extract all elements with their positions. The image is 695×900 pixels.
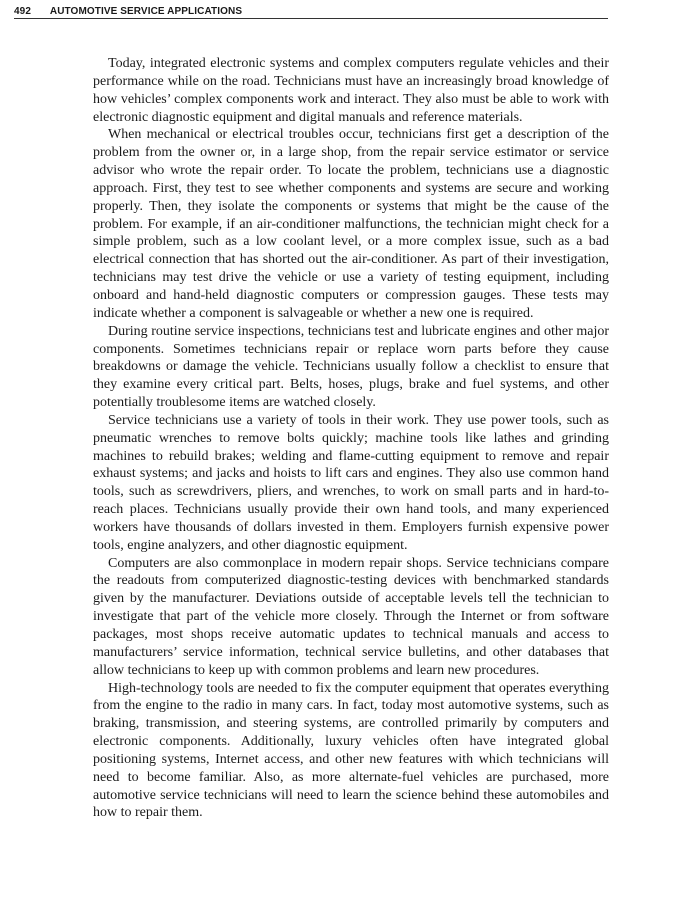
paragraph-routine-inspection: During routine service inspections, technicians test and lubricate engines and other major components. Sometimes technicians repair or replace worn parts before they cause breakdowns or damage the vehicle. Technicians usually follow a checklist to ensure that they examine every critical part. Belts, hoses, plugs, brake and fuel systems, and other potentially troublesome items are watched closely.	[93, 323, 609, 411]
paragraph-diagnosis: When mechanical or electrical troubles occur, technicians first get a description of the problem from the owner or, in a large shop, from the repair service estimator or service advisor who wrote the repair order. To locate the problem, technicians use a diagnostic approach. First, they test to see whether components and systems are secure and working properly. Then, they isolate the components or systems that might be the cause of the problem. For example, if an air-conditioner malfunctions, the technician might check for a simple problem, such as a low coolant level, or a more complex issue, such as a bad electrical connection that has shorted out the air-conditioner. As part of their investigation, technicians may test drive the vehicle or use a variety of testing equipment, including onboard and hand-held diagnostic computers or compression gauges. These tests may indicate whether a component is salvageable or whether a new one is required.	[93, 127, 609, 321]
paragraph-high-technology: High-technology tools are needed to fix the computer equipment that operates everything from the engine to the radio in many cars. In fact, today most automotive systems, such as braking, transmission, and steering systems, are controlled primarily by computers and electronic components. Additionally, luxury vehicles often have integrated global positioning systems, Internet access, and other new features with which technicians will need to become familiar. Also, as more alternate-fuel vehicles are purchased, more automotive service technicians will need to learn the science behind these automobiles and how to repair them.	[93, 680, 609, 821]
body-text	[93, 55, 609, 822]
page-number: 492	[14, 6, 31, 17]
paragraph-computers: Computers are also commonplace in modern repair shops. Service technicians compare the readouts from computerized diagnostic-testing devices with benchmarked standards given by the manufacturer. Deviations outside of acceptable levels tell the technician to investigate that part of the vehicle more closely. Through the Internet or from software packages, most shops receive automatic updates to technical manuals and access to manufacturers’ service information, technical service bulletins, and other databases that allow technicians to keep up with common problems and learn new procedures.	[93, 555, 609, 678]
paragraph-tools: Service technicians use a variety of tools in their work. They use power tools, such as pneumatic wrenches to remove bolts quickly; machine tools like lathes and grinding machines to rebuild brakes; welding and flame-cutting equipment to remove and repair exhaust systems; and jacks and hoists to lift cars and engines. They also use common hand tools, such as screwdrivers, pliers, and wrenches, to work on small parts and in hard-to-reach places. Technicians usually provide their own hand tools, and many experienced workers have thousands of dollars invested in them. Employers furnish expensive power tools, engine analyzers, and other diagnostic equipment.	[93, 412, 609, 553]
paragraph-intro: Today, integrated electronic systems and complex computers regulate vehicles and their performance while on the road. Technicians must have an increasingly broad knowledge of how vehicles’ complex components work and interact. They also must be able to work with electronic diagnostic equipment and digital manuals and reference materials.	[93, 56, 609, 125]
section-title: AUTOMOTIVE SERVICE APPLICATIONS	[49, 6, 243, 17]
running-head	[14, 6, 608, 19]
